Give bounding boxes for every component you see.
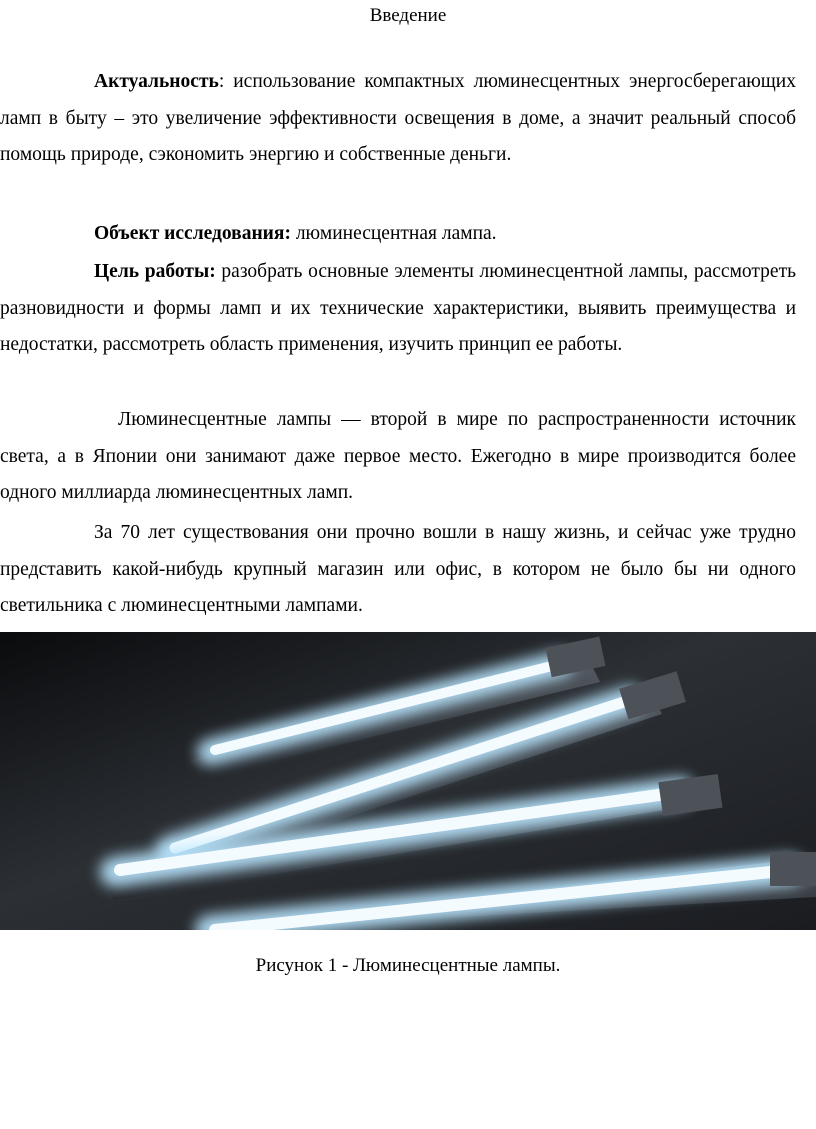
relevance-label: Актуальность — [94, 71, 219, 92]
body-paragraph-2-text: За 70 лет существования они прочно вошли в нашу жизнь, и сейчас уже трудно представить какой-нибудь крупный магазин или офис, в котором не было бы ни одного светильника с люминесцентными лампами. — [0, 522, 796, 616]
goal-label: Цель работы: — [94, 261, 216, 282]
figure-caption: Рисунок 1 - Люминесцентные лампы. — [255, 955, 561, 976]
relevance-paragraph — [0, 64, 796, 174]
fluorescent-lamps-photo — [0, 632, 816, 930]
goal-paragraph — [0, 254, 796, 364]
relevance-text: : использование компактных люминесцентных энергосберегающих ламп в быту – это увеличение эффективности освещения в доме, а значит реальный способ помощь природе, сэкономить энергию и собственные деньги. — [0, 71, 796, 165]
body-paragraph-1 — [0, 402, 796, 512]
body-paragraph-2 — [0, 515, 796, 625]
body-paragraph-1-text: Люминесцентные лампы — второй в мире по распространенности источник света, а в Японии они занимают даже первое место. Ежегодно в мире производится более одного миллиарда люминесцентных ламп. — [0, 409, 796, 503]
object-label: Объект исследования: — [94, 223, 291, 244]
goal-text: разобрать основные элементы люминесцентной лампы, рассмотреть разновидности и формы ламп и их технические характеристики, выявить преимущества и недостатки, рассмотреть область применения, изучить принцип ее работы. — [0, 261, 796, 355]
object-paragraph — [0, 216, 796, 253]
lamps-illustration — [0, 632, 816, 930]
object-text: люминесцентная лампа. — [290, 223, 497, 244]
page-title: Введение — [369, 5, 447, 26]
